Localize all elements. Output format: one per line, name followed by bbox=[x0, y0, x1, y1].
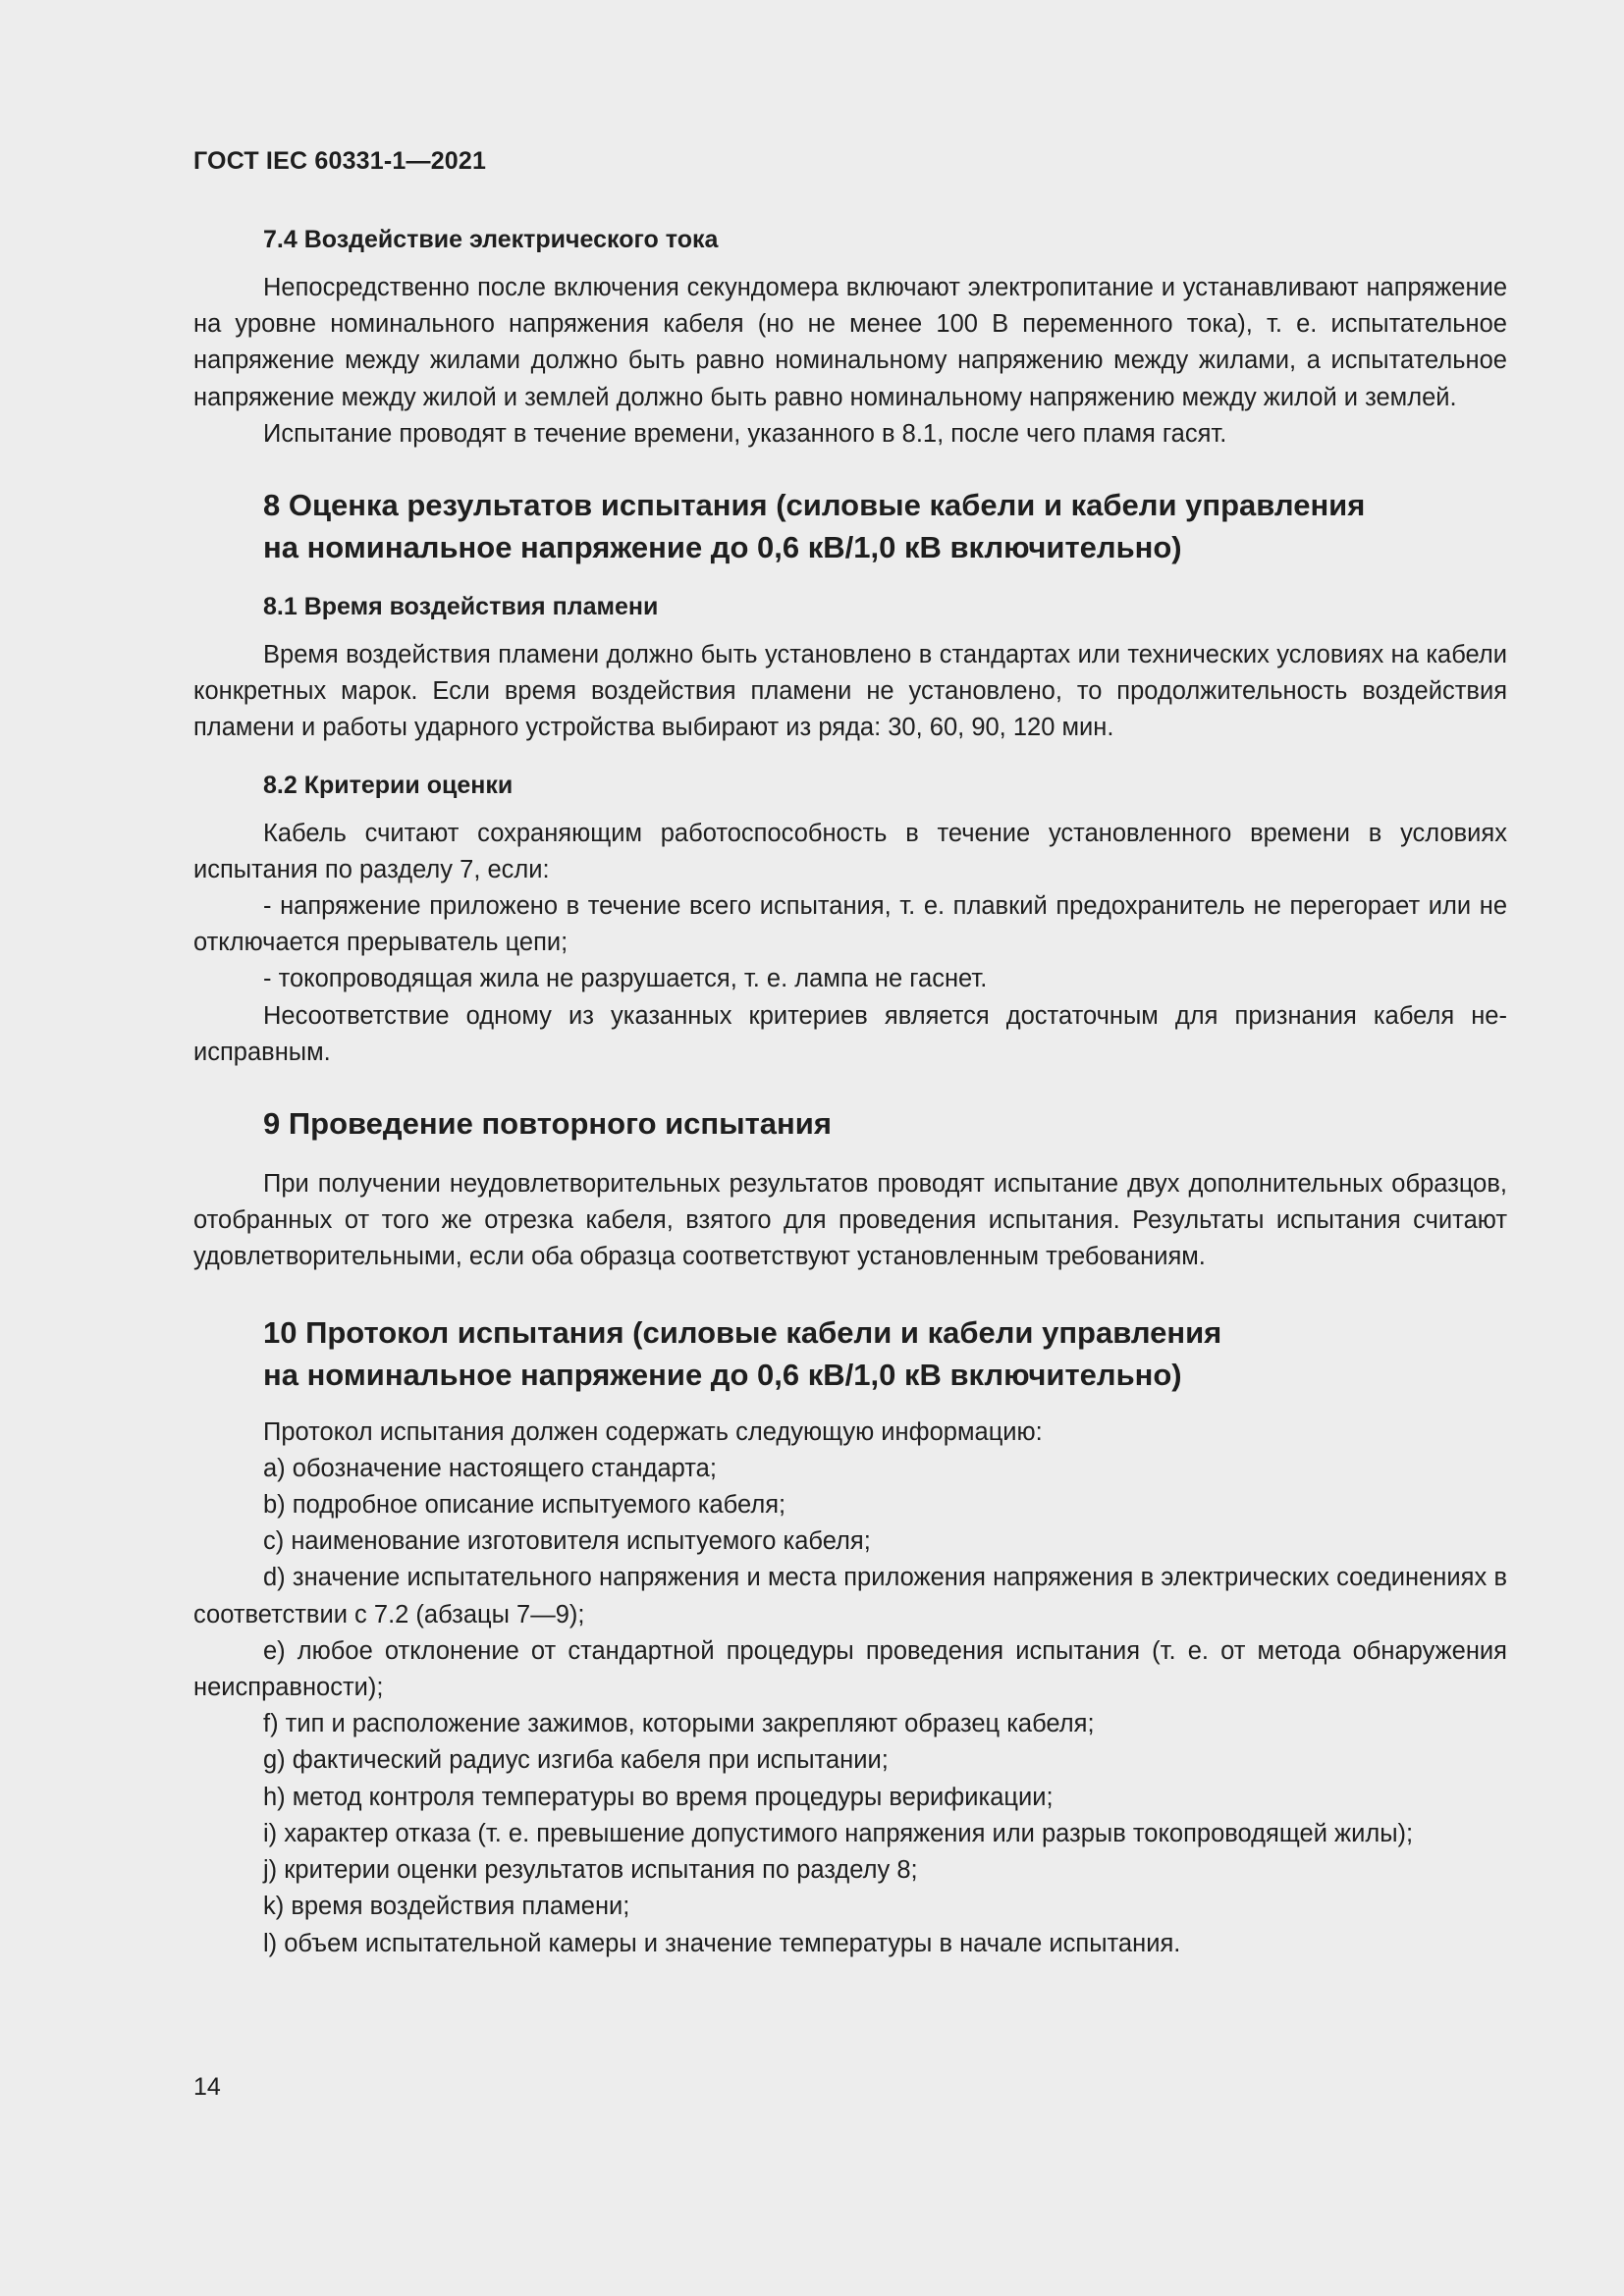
list-item: c) наименование изготовителя испытуемого кабеля; bbox=[263, 1527, 871, 1556]
list-item: f) тип и расположение зажимов, которыми закрепляют образец кабеля; bbox=[263, 1710, 1095, 1738]
section-8-title bbox=[193, 484, 1507, 568]
list-item: e) любое отклонение от стандартной процедуры проведения испытания (т. е. от метода обнаружения неисправности); bbox=[193, 1636, 1507, 1702]
section-10-title-line1: 10 Протокол испытания (силовые кабели и кабели управления bbox=[263, 1314, 1222, 1350]
list-item: d) значение испытательного напряжения и места приложения напряжения в электрических соединениях в соответствии с 7.2 (абзацы 7—9); bbox=[193, 1564, 1507, 1629]
page-number: 14 bbox=[193, 2073, 221, 2101]
section-8-title-line1: 8 Оценка результатов испытания (силовые кабели и кабели управления bbox=[263, 488, 1366, 523]
subsection-7-4-title: 7.4 Воздействие электрического тока bbox=[263, 226, 719, 253]
list-item: l) объем испытательной камеры и значение температуры в начале испытания. bbox=[263, 1929, 1181, 1957]
section-10-title-line2: на номинальное напряжение до 0,6 кВ/1,0 кВ включительно) bbox=[263, 1357, 1182, 1392]
document-header: ГОСТ IEC 60331-1—2021 bbox=[193, 147, 487, 175]
paragraph: При получении неудовлетворительных результатов проводят испытание двух дополнительных образцов, отобранных от того же отрезка кабеля, взятого для проведения испытания. Результаты испытания считают удовлетворительными, если оба образца соответствуют установленным требованиям. bbox=[193, 1170, 1507, 1271]
section-9-title: 9 Проведение повторного испытания bbox=[263, 1106, 832, 1142]
list-item: a) обозначение настоящего стандарта; bbox=[263, 1454, 717, 1482]
list-item: k) время воздействия пламени; bbox=[263, 1893, 630, 1921]
list-item: - токопроводящая жила не разрушается, т. е. лампа не гаснет. bbox=[263, 965, 988, 993]
section-10-title bbox=[193, 1311, 1507, 1396]
paragraph: Кабель считают сохраняющим работоспособность в течение установленного времени в условиях испытания по разделу 7, если: bbox=[193, 819, 1507, 883]
list-item: b) подробное описание испытуемого кабеля; bbox=[263, 1491, 786, 1520]
list-item: h) метод контроля температуры во время процедуры верификации; bbox=[263, 1783, 1054, 1811]
paragraph: Несоответствие одному из указанных критериев является достаточным для признания кабеля неисправным. bbox=[193, 1001, 1507, 1066]
list-item: - напряжение приложено в течение всего испытания, т. е. плавкий предохранитель не перегорает или не отключается прерыватель цепи; bbox=[193, 892, 1507, 957]
document-page bbox=[193, 0, 1507, 2296]
paragraph: Время воздействия пламени должно быть установлено в стандартах или технических условиях на кабели конкретных марок. Если время воздействия пламени не установлено, то продолжительность воздействия пламени и работы ударного устройства выбирают из ряда: 30, 60, 90, 120 мин. bbox=[193, 641, 1507, 742]
section-8-title-line2: на номинальное напряжение до 0,6 кВ/1,0 кВ включительно) bbox=[263, 530, 1182, 565]
paragraph: Непосредственно после включения секундомера включают электропитание и устанавливают напряжение на уровне номинального напряжения кабеля (но не менее 100 В переменного тока), т. е. испытательное напряжение между жилами должно быть равно номинальному напряжению между жилами, а испытательное напряжение между жилой и землей должно быть равно номинальному напряжению между жилой и землей. bbox=[193, 274, 1507, 411]
paragraph: Испытание проводят в течение времени, указанного в 8.1, после чего пламя гасят. bbox=[263, 419, 1227, 448]
list-item: j) критерии оценки результатов испытания по разделу 8; bbox=[263, 1856, 918, 1885]
subsection-8-2-title: 8.2 Критерии оценки bbox=[263, 771, 514, 799]
document-body bbox=[193, 222, 1507, 1962]
list-item: g) фактический радиус изгиба кабеля при испытании; bbox=[263, 1746, 889, 1775]
paragraph: Протокол испытания должен содержать следующую информацию: bbox=[263, 1417, 1043, 1446]
list-item: i) характер отказа (т. е. превышение допустимого напряжения или разрыв токопроводящей жилы); bbox=[263, 1819, 1414, 1847]
subsection-8-1-title: 8.1 Время воздействия пламени bbox=[263, 593, 659, 621]
